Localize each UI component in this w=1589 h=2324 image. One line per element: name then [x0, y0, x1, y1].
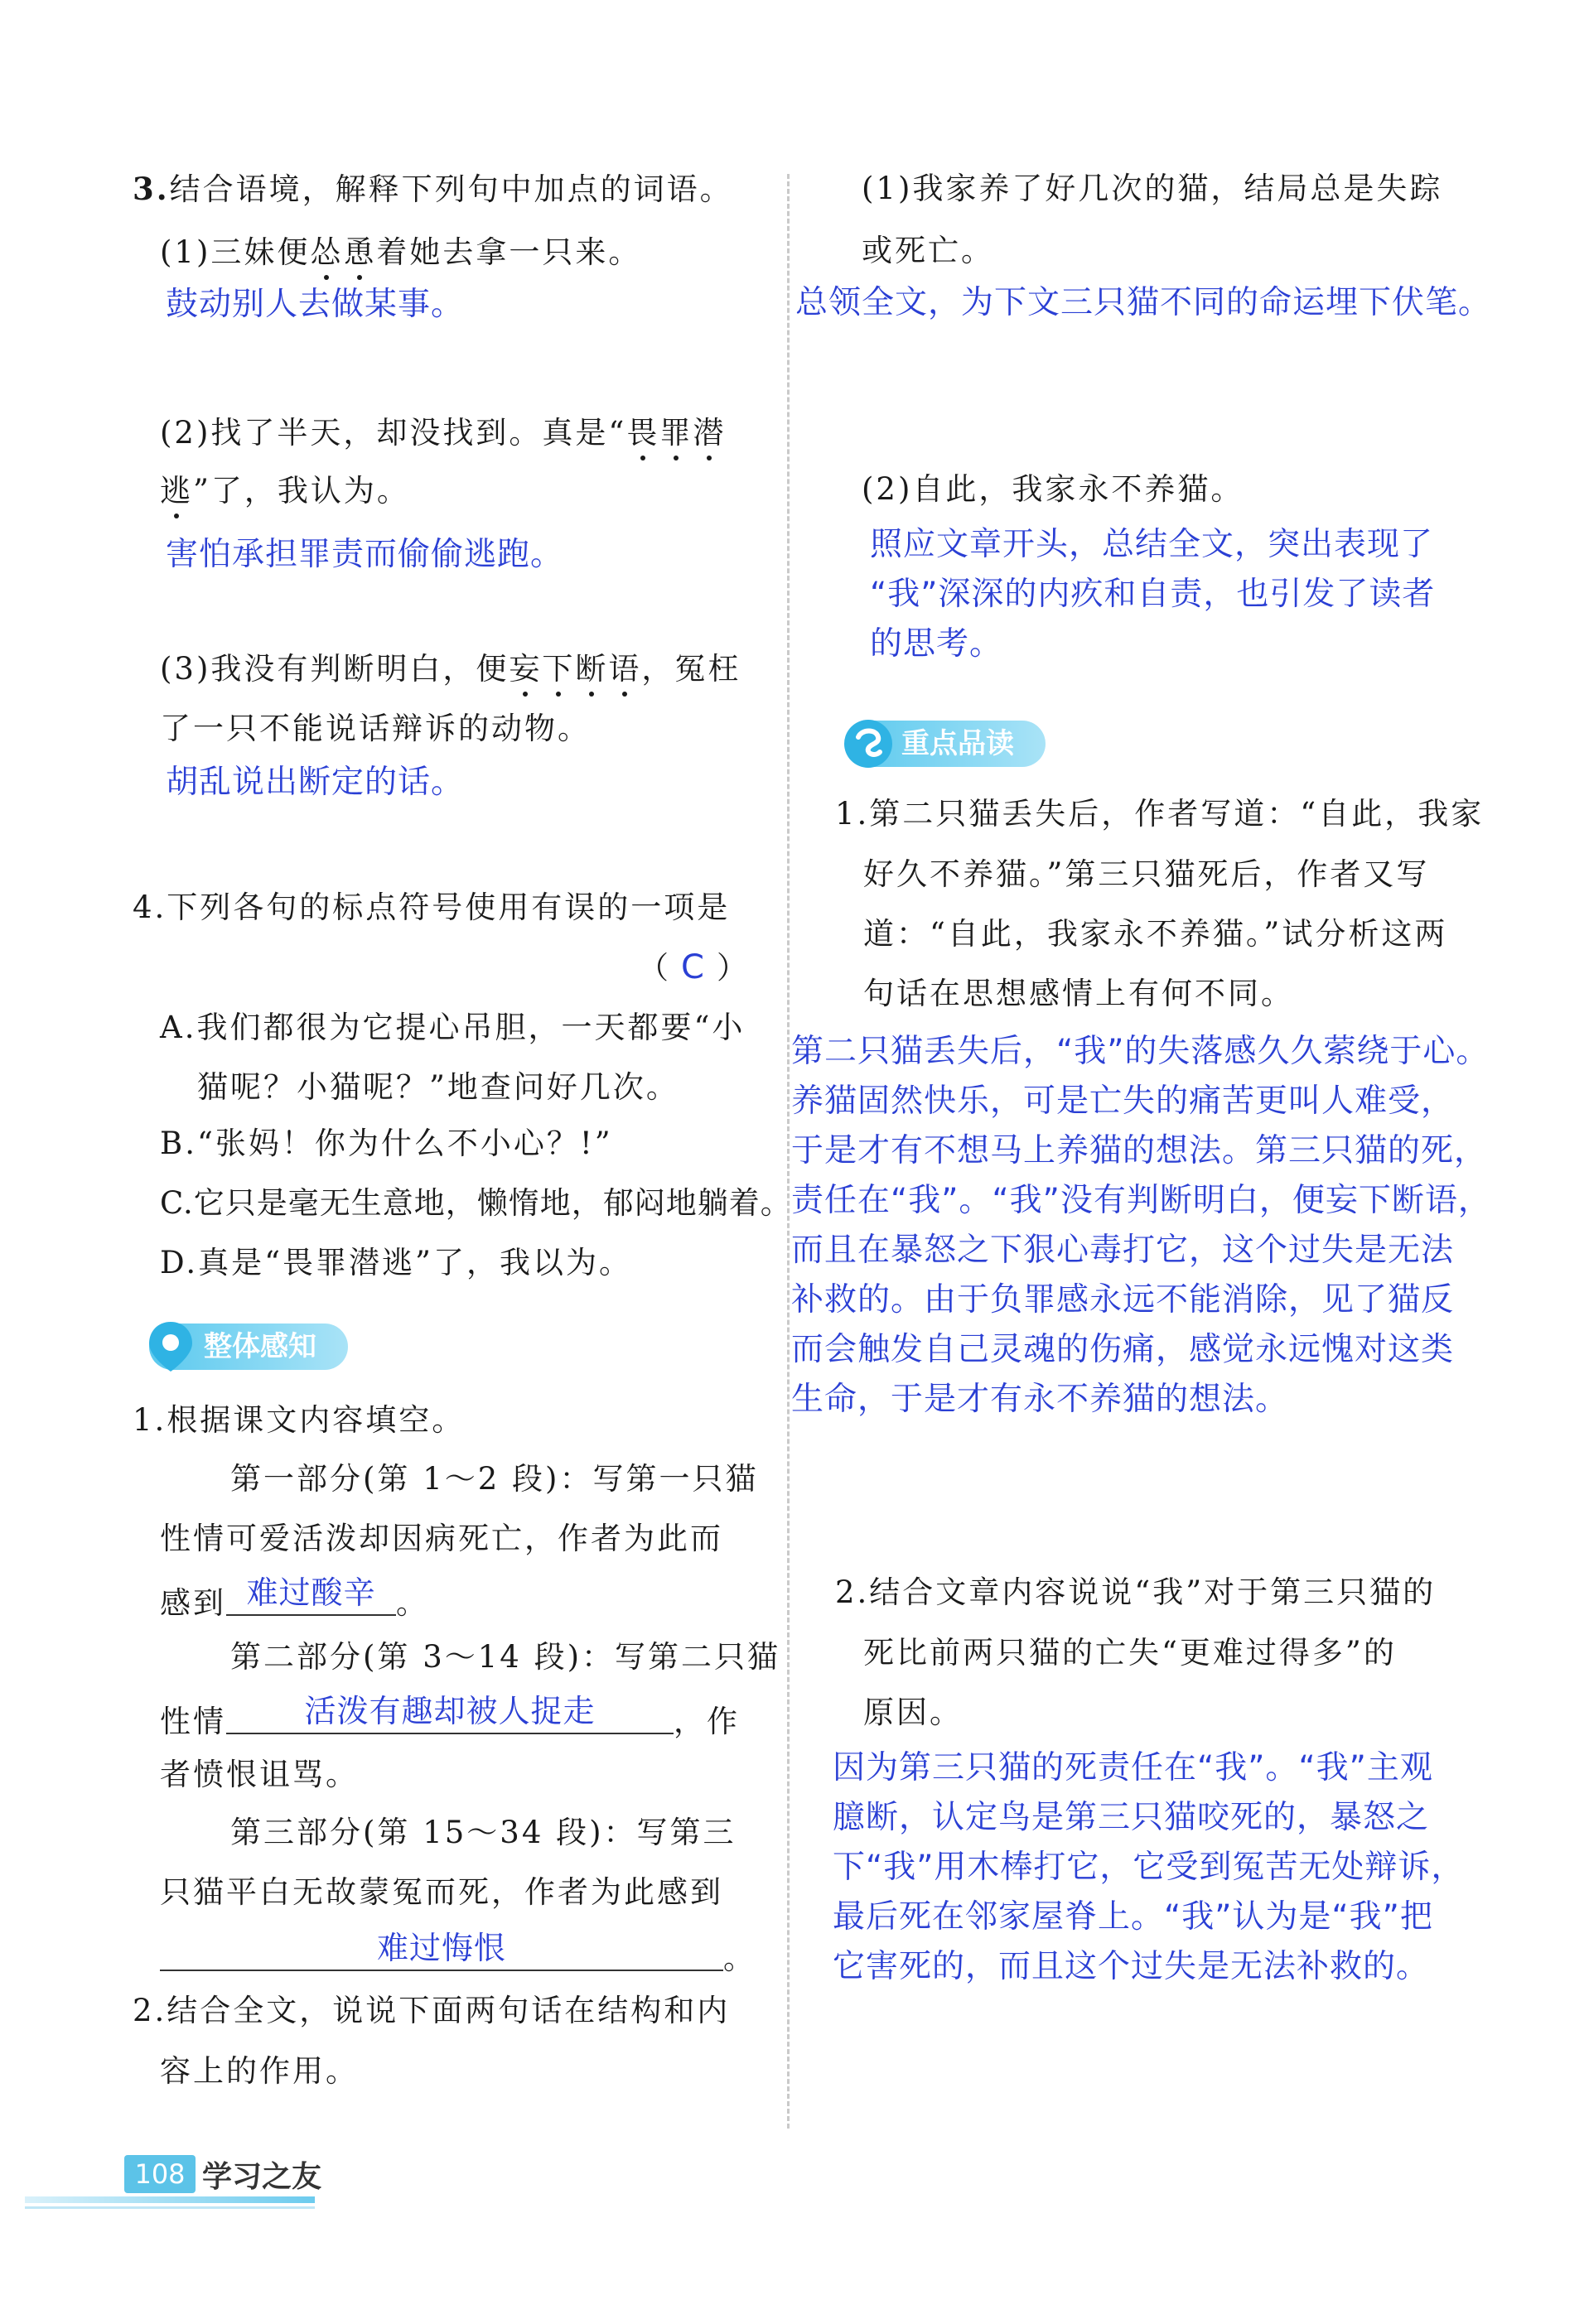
s1-p2-blank: 活泼有趣却被人捉走 — [226, 1696, 674, 1734]
q3-title: 3.结合语境，解释下列句中加点的词语。 — [133, 171, 733, 207]
s1-p1-line2: 性情可爱活泼却因病死亡，作者为此而 — [160, 1521, 723, 1556]
k1-answer-line7: 而会触发自己灵魂的伤痛，感觉永远愧对这类 — [791, 1331, 1455, 1368]
q3-item3-answer: 胡乱说出断定的话。 — [166, 764, 465, 801]
s1-p3-line1: 第三部分(第 15～34 段)：写第三 — [230, 1815, 737, 1850]
q4-title: 4.下列各句的标点符号使用有误的一项是 — [133, 890, 731, 925]
k2-question-line3: 原因。 — [863, 1695, 963, 1730]
k1-question-line1: 1.第二只猫丢失后，作者写道：“自此，我家 — [835, 796, 1485, 832]
k2-answer-line1: 因为第三只猫的死责任在“我”。“我”主观 — [833, 1749, 1433, 1786]
location-pin-icon — [144, 1319, 197, 1375]
s1-p3-line3: 难过悔恨 。 — [160, 1933, 756, 1978]
q4-option-c: C.它只是毫无生意地，懒惰地，郁闷地躺着。 — [160, 1185, 792, 1221]
q4-answer: C — [681, 948, 707, 986]
s1-p3-line2: 只猫平白无故蒙冤而死，作者为此感到 — [160, 1874, 723, 1910]
s2-item2-answer-line1: 照应文章开头，总结全文，突出表现了 — [870, 526, 1434, 563]
q3-item1-answer: 鼓动别人去做某事。 — [166, 286, 465, 323]
s2-line2: 容上的作用。 — [160, 2053, 359, 2089]
s2-item2-question: (2)自此，我家永不养猫。 — [862, 471, 1244, 507]
k2-answer-line3: 下“我”用木棒打它，它受到冤苦无处辩诉， — [833, 1849, 1465, 1886]
s1-p2-line1: 第二部分(第 3～14 段)：写第二只猫 — [230, 1639, 781, 1675]
q4-option-a-line2: 猫呢？小猫呢？”地查问好几次。 — [197, 1069, 679, 1105]
book-title: 学习之友 — [202, 2160, 322, 2194]
k1-question-line3: 道：“自此，我家永不养猫。”试分析这两 — [863, 916, 1448, 952]
q4-option-b: B.“张妈！你为什么不小心？!” — [160, 1126, 613, 1161]
k2-answer-line5: 它害死的，而且这个过失是无法补救的。 — [833, 1948, 1430, 1985]
s1-p2-line3: 者愤恨诅骂。 — [160, 1757, 359, 1792]
k1-answer-line5: 而且在暴怒之下狠心毒打它，这个过失是无法 — [791, 1232, 1455, 1269]
k2-question-line1: 2.结合文章内容说说“我”对于第三只猫的 — [835, 1574, 1437, 1610]
s1-p2-line2: 性情 活泼有趣却被人捉走 ，作 — [160, 1693, 740, 1739]
q3-item3-question-line2: 了一只不能说话辩诉的动物。 — [160, 711, 591, 746]
footer-decoration-line — [25, 2206, 315, 2209]
k1-answer-line3: 于是才有不想马上养猫的想法。第三只猫的死， — [791, 1132, 1488, 1169]
q4-option-a-line1: A.我们都很为它提心吊胆，一天都要“小 — [160, 1010, 746, 1045]
s2-item2-answer-line2: “我”深深的内疚和自责，也引发了读者 — [870, 576, 1436, 613]
k1-answer-line1: 第二只猫丢失后，“我”的失落感久久萦绕于心。 — [791, 1033, 1490, 1070]
s1-p1-blank: 难过酸辛 — [226, 1578, 396, 1616]
section-banner-overall: 整体感知 — [149, 1324, 348, 1370]
footer-decoration-bar — [25, 2196, 315, 2203]
q3-item2-question-line2: 逃”了，我认为。 — [160, 473, 410, 509]
section-banner-key-reading: 重点品读 — [847, 721, 1046, 767]
s2-item2-answer-line3: 的思考。 — [870, 625, 1003, 663]
s1-p3-blank: 难过悔恨 — [160, 1933, 723, 1971]
q3-item2-question-line1: (2)找了半天，却没找到。真是“畏罪潜 — [160, 415, 727, 451]
q4-option-d: D.真是“畏罪潜逃”了，我以为。 — [160, 1245, 632, 1280]
s2-item1-answer: 总领全文，为下文三只猫不同的命运埋下伏笔。 — [795, 284, 1492, 321]
k1-answer-line6: 补救的。由于负罪感永远不能消除，见了猫反 — [791, 1281, 1455, 1319]
k1-question-line4: 句话在思想感情上有何不同。 — [863, 976, 1294, 1011]
k2-question-line2: 死比前两只猫的亡失“更难过得多”的 — [863, 1635, 1397, 1671]
column-divider — [787, 174, 790, 2129]
s1-title: 1.根据课文内容填空。 — [133, 1402, 466, 1438]
s2-item1-line1: (1)我家养了好几次的猫，结局总是失踪 — [862, 171, 1443, 206]
s1-p1-line3: 感到 难过酸辛 。 — [160, 1574, 429, 1621]
k1-answer-line4: 责任在“我”。“我”没有判断明白，便妄下断语， — [791, 1182, 1491, 1219]
k2-answer-line2: 臆断，认定鸟是第三只猫咬死的，暴怒之 — [833, 1799, 1430, 1836]
k1-answer-line8: 生命，于是才有永不养猫的想法。 — [791, 1381, 1289, 1418]
k2-answer-line4: 最后死在邻家屋脊上。“我”认为是“我”把 — [833, 1898, 1433, 1936]
page-number: 108 — [124, 2155, 196, 2193]
s1-p1-line1: 第一部分(第 1～2 段)：写第一只猫 — [230, 1461, 759, 1497]
q3-item3-question-line1: (3)我没有判断明白，便妄下断语，冤枉 — [160, 651, 741, 687]
swirl-icon — [842, 716, 895, 772]
q3-item1-question: (1)三妹便怂恿着她去拿一只来。 — [160, 234, 642, 270]
q3-item2-answer: 害怕承担罪责而偷偷逃跑。 — [166, 536, 564, 573]
s2-line1: 2.结合全文，说说下面两句话在结构和内 — [133, 1993, 731, 2028]
s2-item1-line2: 或死亡。 — [862, 233, 994, 268]
k1-question-line2: 好久不养猫。”第三只猫死后，作者又写 — [863, 856, 1430, 892]
q4-answer-bracket: （ C ） — [638, 948, 750, 986]
k1-answer-line2: 养猫固然快乐，可是亡失的痛苦更叫人难受， — [791, 1082, 1455, 1120]
